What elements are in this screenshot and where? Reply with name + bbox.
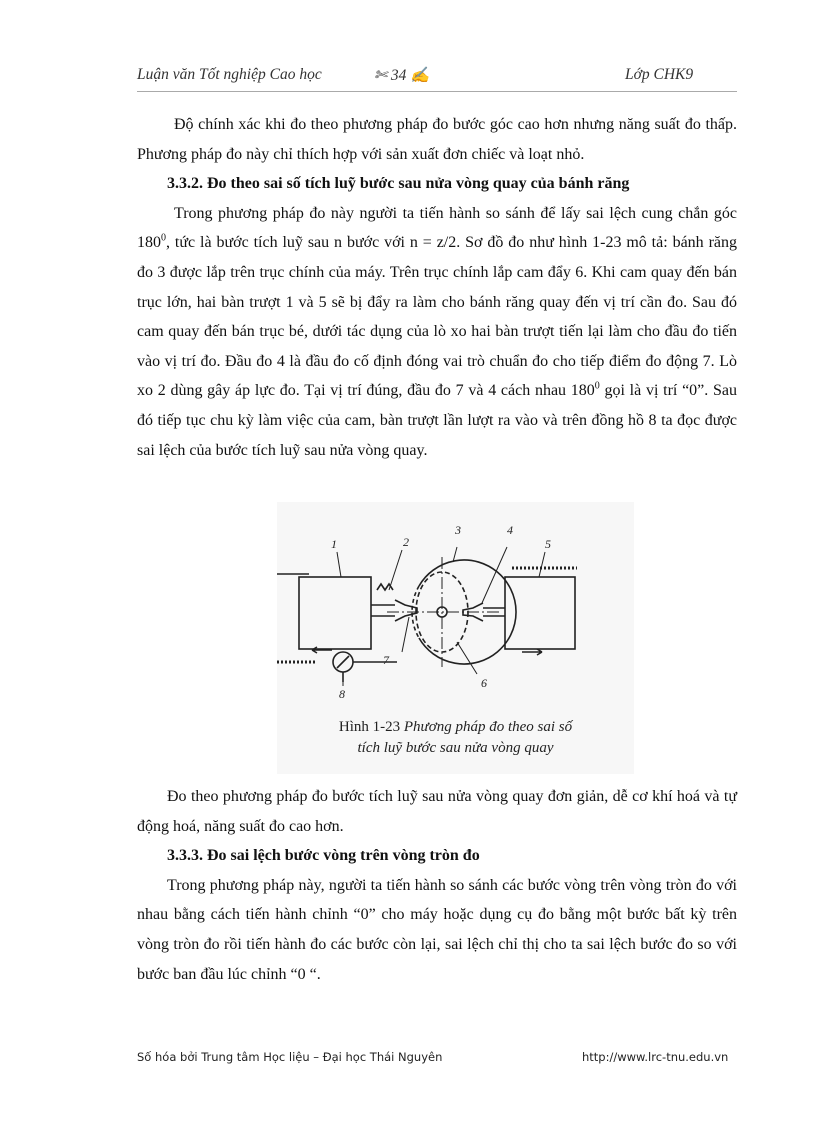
label-8: 8 (339, 687, 345, 701)
leader-7 (402, 617, 409, 652)
scissors-icon: ✄ (374, 67, 387, 84)
footer-url[interactable]: http://www.lrc-tnu.edu.vn (582, 1050, 729, 1064)
figure-1-23 (277, 502, 634, 774)
page-number: 34 (390, 67, 407, 84)
label-6: 6 (481, 676, 487, 690)
paragraph-2-part-b: , tức là bước tích luỹ sau n bước với n = z/2. Sơ đồ đo như hình 1-23 mô tả: bánh răng đo 3 được lắp trên trục chính của máy. Trên trục chính lắp cam đẩy 6. Khi cam quay đến bán trục lớn, hai bàn trượt 1 và 5 sẽ bị đẩy ra làm cho bánh răng quay đến vị trí cần đo. Sau đó cam quay đến bán trục bé, dưới tác dụng của lò xo hai bàn trượt tiến lại làm cho đầu đo tiến vào vị trí đo. Đầu đo 4 là đầu đo cố định đóng vai trò chuẩn đo cho tiếp điểm đo động 7. Lò xo 2 dùng gây áp lực đo. Tại vị trí đúng, đầu đo 7 và 4 cách nhau 180 (137, 234, 737, 400)
pen-icon: ✍ (410, 67, 430, 84)
measurement-diagram (277, 502, 634, 717)
label-2: 2 (403, 535, 409, 549)
leader-6 (457, 642, 477, 674)
left-slide-body (299, 577, 371, 649)
figure-caption-prefix: Hình 1-23 (338, 719, 404, 735)
paragraph-1: Độ chính xác khi đo theo phương pháp đo bước góc cao hơn nhưng năng suất đo thấp. Phương pháp đo này chỉ thích hợp với sản xuất đơn chiếc và loạt nhỏ. (137, 116, 737, 163)
leader-2 (389, 550, 402, 590)
body-upper (137, 110, 737, 465)
right-arrow (522, 649, 542, 655)
paragraph-2-part-c: gọi là vị trí “0”. Sau đó tiếp tục chu kỳ làm việc của cam, bàn trượt lần lượt ra vào và trên đồng hồ 8 ta đọc được sai lệch của bước tích luỹ sau nửa vòng quay. (137, 382, 737, 459)
header-rule (137, 91, 737, 92)
body-lower (137, 782, 737, 989)
leader-3 (453, 547, 457, 562)
running-header-left: Luận văn Tốt nghiệp Cao học (137, 66, 322, 83)
label-5: 5 (545, 537, 551, 551)
leader-1 (337, 552, 341, 577)
figure-caption-line-1: Phương pháp đo theo sai số (403, 719, 573, 735)
label-3: 3 (455, 523, 461, 537)
running-header-right: Lớp CHK9 (625, 66, 694, 83)
label-1: 1 (331, 537, 337, 551)
figure-caption (277, 717, 634, 759)
section-heading-3-3-3: 3.3.3. Đo sai lệch bước vòng trên vòng tròn đo (167, 847, 480, 865)
leader-5 (539, 552, 545, 577)
label-4: 4 (507, 523, 513, 537)
left-arrow (312, 647, 332, 653)
label-7: 7 (383, 653, 389, 667)
footer-left: Số hóa bởi Trung tâm Học liệu – Đại học Thái Nguyên (137, 1050, 443, 1064)
section-heading-3-3-2: 3.3.2. Đo theo sai số tích luỹ bước sau nửa vòng quay của bánh răng (167, 175, 630, 193)
figure-caption-line-2: tích luỹ bước sau nửa vòng quay (357, 740, 554, 756)
dial-gauge-needle (337, 656, 349, 668)
paragraph-2-part-a: Trong phương pháp đo này người ta tiến hành so sánh để lấy sai lệch cung chắn góc 180 (137, 204, 737, 252)
paragraph-4: Trong phương pháp này, người ta tiến hành so sánh các bước vòng trên vòng tròn đo với nhau bằng cách tiến hành chỉnh “0” cho máy hoặc dụng cụ đo bằng một bước bất kỳ trên vòng tròn đo rồi tiến hành đo các bước còn lại, sai lệch chỉ thị cho ta sai lệch bước đo so với bước ban đầu lúc chỉnh “0 “. (137, 876, 737, 983)
degree-superscript: 0 (161, 233, 166, 245)
degree-superscript-2: 0 (594, 381, 600, 393)
page-number-group (374, 66, 430, 85)
paragraph-2 (137, 199, 737, 465)
paragraph-3: Đo theo phương pháp đo bước tích luỹ sau nửa vòng quay đơn giản, dễ cơ khí hoá và tự động hoá, năng suất đo cao hơn. (137, 788, 737, 835)
left-probe-tip (395, 600, 417, 621)
leader-4 (482, 547, 507, 603)
